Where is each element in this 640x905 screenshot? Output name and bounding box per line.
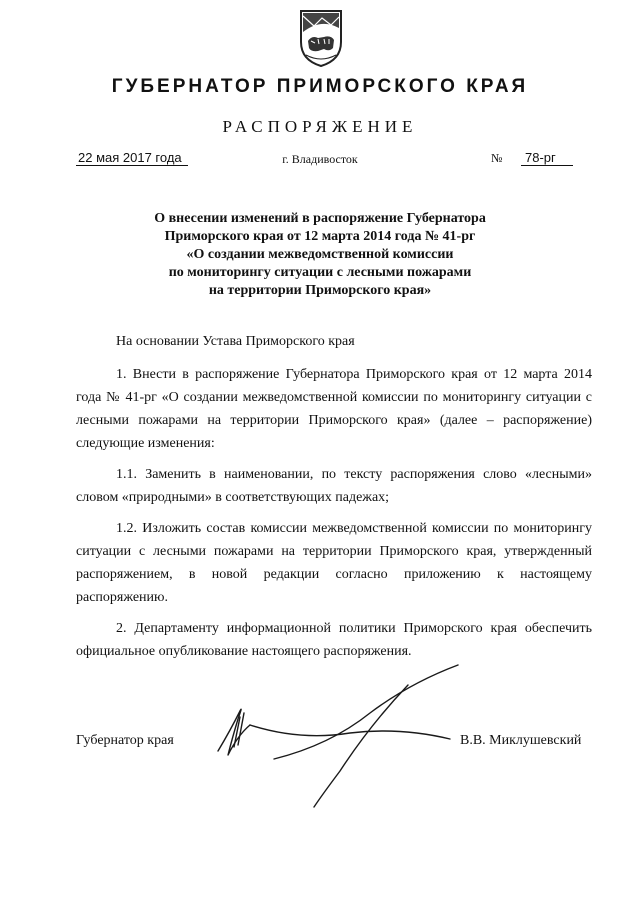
heading-line: Приморского края от 12 марта 2014 года № 41-рг: [164, 229, 476, 244]
handwritten-signature: [210, 655, 530, 815]
document-city: г. Владивосток: [282, 152, 358, 166]
document-number: [491, 150, 573, 166]
number-value: 78-рг: [521, 150, 573, 166]
coat-of-arms-icon: [298, 8, 344, 68]
signatory-name: В.В. Миклушевский: [460, 733, 582, 748]
document-date: 22 мая 2017 года: [76, 150, 188, 166]
paragraph-1-1: 1.1. Заменить в наименовании, по тексту распоряжения слово «лесными» словом «природными» в соответствующих падежах;: [76, 467, 592, 505]
paragraph-1: 1. Внести в распоряжение Губернатора Приморского края от 12 марта 2014 года № 41-рг «О создании межведомственной комиссии по мониторингу ситуации с лесными пожарами на территории Приморского края» (далее – распоряжение) следующие изменения:: [76, 367, 592, 451]
org-title: ГУБЕРНАТОР ПРИМОРСКОГО КРАЯ: [111, 76, 529, 97]
heading-line: по мониторингу ситуации с лесными пожарами: [168, 265, 472, 280]
paragraph-1-2: 1.2. Изложить состав комиссии межведомственной комиссии по мониторингу ситуации с лесными пожарами на территории Приморского края, утвержденный распоряжением, в новой редакции согласно приложению к настоящему распоряжению.: [76, 521, 592, 605]
document-body: [76, 330, 592, 663]
basis-paragraph: На основании Устава Приморского края: [116, 334, 355, 349]
heading-line: на территории Приморского края»: [208, 283, 432, 298]
number-prefix: №: [491, 151, 503, 165]
document-type: РАСПОРЯЖЕНИЕ: [222, 117, 418, 136]
heading-line: «О создании межведомственной комиссии: [186, 247, 454, 262]
document-heading: [120, 210, 520, 300]
paragraph-2: 2. Департаменту информационной политики Приморского края обеспечить официальное опубликование настоящего распоряжения.: [76, 621, 592, 659]
heading-line: О внесении изменений в распоряжение Губернатора: [154, 211, 486, 226]
signatory-position: Губернатор края: [76, 733, 174, 748]
